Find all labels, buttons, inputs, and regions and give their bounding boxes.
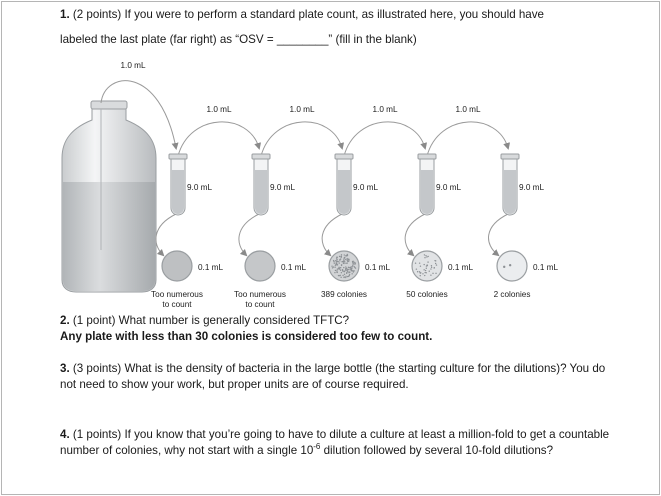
colony-dot [435, 263, 436, 264]
colony-dot [347, 276, 348, 277]
plate-volume-label-2: 0.1 mL [281, 263, 307, 272]
colony-dot [340, 275, 341, 276]
colony-dot [338, 275, 339, 276]
question-4-number: 4. [60, 428, 70, 441]
colony-dot [349, 272, 350, 273]
plate-1 [162, 251, 192, 281]
colony-dot [342, 269, 343, 270]
test-tubes [169, 154, 519, 215]
colony-dot [432, 273, 433, 274]
colony-dot [425, 255, 426, 256]
arc-transfer-3 [344, 122, 425, 156]
colony-dot [340, 270, 341, 271]
question-1-line-2: labeled the last plate (far right) as “OSV = ________” (fill in the blank) [60, 33, 417, 46]
plate-result-sublabel-1: to count [162, 300, 192, 309]
plate-result-label-3: 389 colonies [321, 290, 367, 299]
colony-dot [351, 273, 352, 274]
colony-dot [336, 264, 337, 265]
colony-dot [348, 259, 349, 260]
question-4-exponent: -6 [313, 441, 321, 451]
tube-rim [501, 154, 519, 159]
question-4-text-a: (1 points) If you know that you’re going to have to dilute a culture at least a million-fold to get a countable number of colonies, why not start with a single 10 [60, 428, 610, 457]
plate-result-label-5: 2 colonies [493, 290, 531, 299]
tube-liquid [504, 170, 516, 214]
plate-2 [245, 251, 275, 281]
test-tube-1 [169, 154, 187, 215]
colony-dot [337, 269, 338, 270]
colony-dot [353, 261, 354, 262]
arc-tube-to-plate-4 [405, 214, 425, 255]
transfer-label-2: 1.0 mL [289, 105, 315, 114]
plate-dish [162, 251, 192, 281]
colony-dot [333, 261, 334, 262]
bottle-transfer-label: 1.0 mL [120, 61, 146, 70]
colony-dot [424, 257, 425, 258]
colony-dot [349, 274, 350, 275]
colony-dot [426, 265, 427, 266]
colony-dot [336, 270, 337, 271]
colony-dot [341, 265, 342, 266]
colony-dot [345, 259, 346, 260]
colony-dot [352, 262, 353, 263]
colony-dot [340, 267, 341, 268]
transfer-label-3: 1.0 mL [372, 105, 398, 114]
colony-dot [341, 261, 342, 262]
colony-dot [503, 266, 505, 268]
colony-dot [344, 276, 345, 277]
arc-tube-to-plate-1 [156, 214, 176, 255]
colony-dot [415, 263, 416, 264]
colony-dot [339, 262, 340, 263]
plate-dish [497, 251, 527, 281]
colony-dot [352, 270, 353, 271]
transfer-label-4: 1.0 mL [455, 105, 481, 114]
tube-rim [169, 154, 187, 159]
colony-dot [347, 254, 348, 255]
question-1-text: (2 points) If you were to perform a standard plate count, as illustrated here, you should have [72, 8, 545, 21]
question-2-text: (1 point) What number is generally considered TFTC? [72, 314, 350, 327]
plate-3 [329, 251, 359, 281]
plate-4 [412, 251, 442, 281]
colony-dot [339, 260, 340, 261]
colony-dot [355, 267, 356, 268]
tube-rim [335, 154, 353, 159]
colony-dot [343, 258, 344, 259]
tube-liquid [255, 170, 267, 214]
colony-dot [341, 272, 342, 273]
colony-dot [351, 266, 352, 267]
colony-dot [345, 255, 346, 256]
colony-dot [424, 275, 425, 276]
question-4-text-b: dilution followed by several 10-fold dilutions? [320, 443, 554, 457]
arc-transfer-1 [178, 122, 259, 156]
colony-dot [426, 272, 427, 273]
question-2 [60, 313, 349, 329]
colony-dot [336, 259, 337, 260]
colony-dot [434, 267, 435, 268]
arc-tube-to-plate-5 [489, 214, 508, 255]
colony-dot [342, 275, 343, 276]
colony-dot [426, 256, 427, 257]
colony-dot [351, 269, 352, 270]
colony-dot [353, 266, 354, 267]
colony-dot [420, 275, 421, 276]
colony-dot [429, 271, 430, 272]
colony-dot [345, 276, 346, 277]
colony-dot [345, 277, 346, 278]
colony-dot [345, 269, 346, 270]
colony-dot [343, 263, 344, 264]
colony-dot [352, 265, 353, 266]
question-3-number: 3. [60, 362, 70, 375]
colony-dot [346, 269, 347, 270]
colony-dot [419, 262, 420, 263]
colony-dot [340, 256, 341, 257]
colony-dot [344, 257, 345, 258]
stock-bottle [62, 101, 156, 292]
question-2-answer: Any plate with less than 30 colonies is considered too few to count. [60, 330, 433, 343]
plate-result-sublabel-2: to count [245, 300, 275, 309]
colony-dot [344, 261, 345, 262]
colony-dot [337, 272, 338, 273]
colony-dot [333, 266, 334, 267]
colony-dot [416, 268, 417, 269]
tube-liquid [338, 170, 350, 214]
plate-dish [245, 251, 275, 281]
question-3 [60, 361, 620, 392]
colony-dot [346, 258, 347, 259]
plate-result-label-2: Too numerous [234, 290, 286, 299]
tube-rim [418, 154, 436, 159]
colony-dot [430, 268, 431, 269]
question-1-number: 1. [60, 8, 70, 21]
colony-dot [435, 273, 436, 274]
plate-volume-label-3: 0.1 mL [365, 263, 391, 272]
colony-dot [426, 268, 427, 269]
colony-dot [431, 267, 432, 268]
colony-dot [340, 277, 341, 278]
colony-dot [334, 272, 335, 273]
arc-transfer-4 [427, 122, 508, 156]
tube-volume-label-2: 9.0 mL [270, 183, 296, 192]
colony-dot [417, 271, 418, 272]
colony-dot [331, 265, 332, 266]
colony-dot [335, 265, 336, 266]
colony-dot [509, 264, 511, 266]
test-tube-5 [501, 154, 519, 215]
colony-dot [340, 258, 341, 259]
colony-dot [337, 257, 338, 258]
plate-5 [497, 251, 527, 281]
colony-dot [434, 260, 435, 261]
tube-rim [252, 154, 270, 159]
colony-dot [430, 274, 431, 275]
colony-dot [422, 273, 423, 274]
colony-dot [427, 261, 428, 262]
colony-dot [334, 262, 335, 263]
arc-tube-to-plate-2 [239, 214, 259, 255]
question-2-number: 2. [60, 314, 70, 327]
tube-volume-label-3: 9.0 mL [353, 183, 379, 192]
arc-transfer-2 [261, 122, 342, 156]
colony-dot [334, 266, 335, 267]
colony-dot [423, 264, 424, 265]
colony-dot [352, 263, 353, 264]
plate-result-label-1: Too numerous [151, 290, 203, 299]
colony-dot [427, 256, 428, 257]
colony-dot [436, 264, 437, 265]
colony-dot [346, 262, 347, 263]
tube-volume-label-5: 9.0 mL [519, 183, 545, 192]
colony-dot [348, 260, 349, 261]
colony-dot [335, 270, 336, 271]
test-tube-4 [418, 154, 436, 215]
plate-volume-label-5: 0.1 mL [533, 263, 559, 272]
question-4 [60, 427, 620, 458]
plate-volume-label-4: 0.1 mL [448, 263, 474, 272]
colony-dot [335, 260, 336, 261]
colony-dot [353, 270, 354, 271]
tube-volume-label-1: 9.0 mL [187, 183, 213, 192]
colony-dot [425, 270, 426, 271]
colony-dot [347, 271, 348, 272]
colony-dot [420, 266, 421, 267]
colony-dot [431, 265, 432, 266]
plate-result-label-4: 50 colonies [406, 290, 448, 299]
colony-dot [344, 254, 345, 255]
colony-dot [343, 267, 344, 268]
arc-tube-to-plate-3 [322, 214, 342, 255]
colony-dot [419, 271, 420, 272]
tube-liquid [172, 170, 184, 214]
colony-dot [337, 261, 338, 262]
plate-volume-label-1: 0.1 mL [198, 263, 224, 272]
test-tube-2 [252, 154, 270, 215]
question-3-text: (3 points) What is the density of bacteria in the large bottle (the starting culture for the dilutions)? You do not need to show your work, but proper units are of course required. [60, 362, 606, 391]
colony-dot [420, 272, 421, 273]
colony-dot [424, 254, 425, 255]
colony-dot [423, 269, 424, 270]
colony-dot [341, 254, 342, 255]
colony-dot [343, 271, 344, 272]
colony-dot [339, 256, 340, 257]
transfer-label-1: 1.0 mL [206, 105, 232, 114]
tube-liquid [421, 170, 433, 214]
test-tube-3 [335, 154, 353, 215]
tube-volume-label-4: 9.0 mL [436, 183, 462, 192]
colony-dot [354, 262, 355, 263]
colony-dot [344, 274, 345, 275]
